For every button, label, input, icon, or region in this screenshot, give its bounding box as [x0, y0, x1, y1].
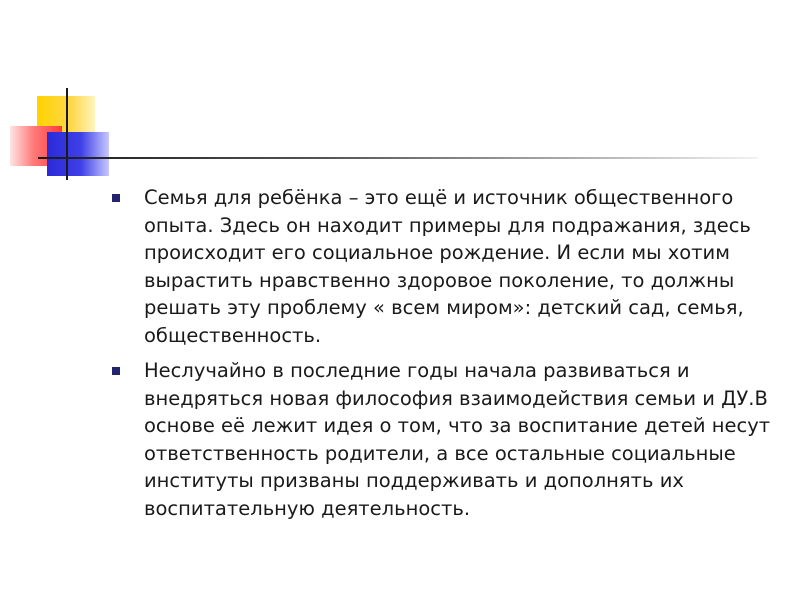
vertical-rule [66, 88, 68, 180]
horizontal-rule [38, 157, 758, 159]
slide-body [112, 184, 772, 530]
bullet-item [112, 184, 772, 349]
blue-square-decoration [47, 132, 109, 176]
bullet-square-icon [112, 194, 120, 202]
bullet-text: Неслучайно в последние годы начала развиваться и внедряться новая философия взаимодействия семьи и ДУ.В основе её лежит идея о том, что за воспитание детей несут ответственность родители, а все остальные социальные институты призваны поддерживать и дополнять их воспитательную деятельность. [144, 359, 771, 520]
bullet-item [112, 357, 772, 522]
bullet-text: Семья для ребёнка – это ещё и источник общественного опыта. Здесь он находит примеры для подражания, здесь происходит его социальное рождение. И если мы хотим вырастить нравственно здоровое поколение, то должны решать эту проблему « всем миром»: детский сад, семья, общественность. [144, 186, 751, 347]
bullet-square-icon [112, 367, 120, 375]
decorative-header [0, 0, 800, 200]
